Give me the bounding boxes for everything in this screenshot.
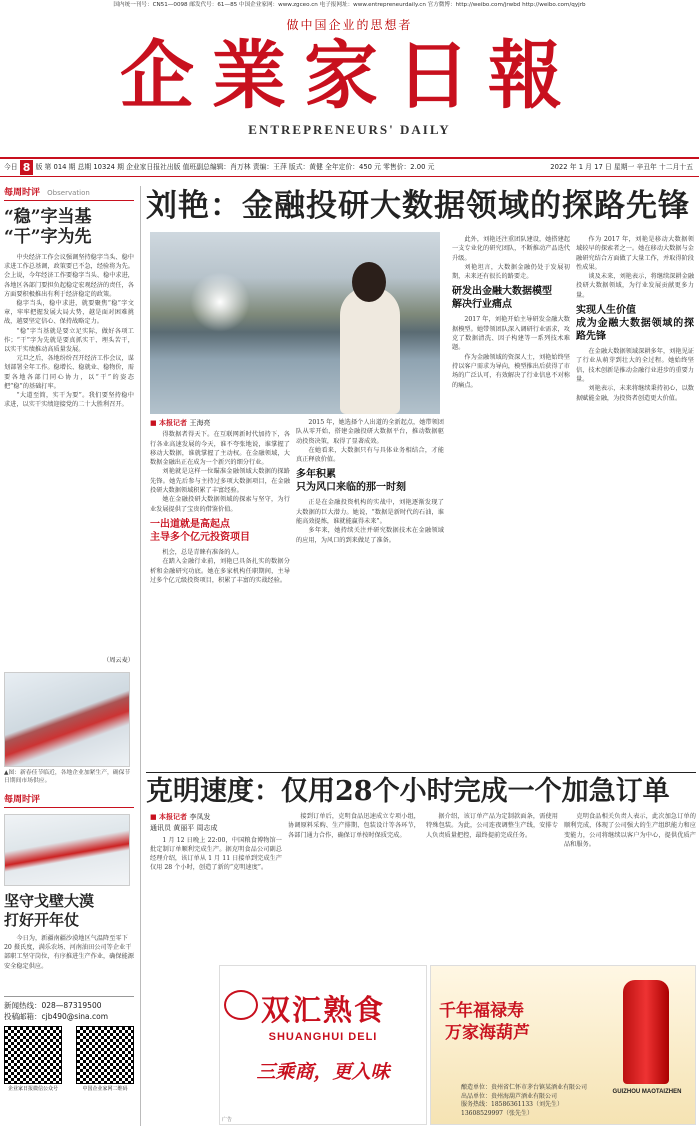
masthead-slogan: 做中国企业的思想者 [286,18,413,32]
qr-code-website[interactable] [76,1026,134,1084]
issue-info-left [4,159,434,176]
news-photo-workers[interactable] [4,672,130,767]
paragraph: 刘艳就是这样一位瞄准金融领域大数据的探路先锋。她先后参与主持过多项大数据项目，在金融投研大数据领域积累了丰富经验。 [150,468,290,495]
ad-liquor-brand: GUIZHOU MAOTAIZHEN [612,1089,682,1095]
byline-label: ■ 本报记者 [150,418,188,427]
section-header-english: Observation [47,189,90,197]
paragraph: 机会，总是青睐有准备的人。 [162,548,243,556]
qr-caption: 企业家日报微信公众号 [7,1086,58,1092]
section-header-2 [4,793,134,808]
qr-caption: 中国企业家网二维码 [82,1086,128,1092]
subheading [296,468,444,494]
main-story [146,186,696,226]
main-story-col-3 [452,235,570,765]
subheading-line-1: 一出道就是高起点 [150,518,230,530]
subheading [576,304,694,343]
issue-date: 2022 年 1 月 17 日 星期一 辛丑年 十二月十五 [550,163,693,171]
second-headline[interactable]: 克明速度：仅用28个小时完成一个加急订单 [146,776,670,807]
byline-label: ■ 本报记者 [150,812,188,821]
subheading-line-2: 只为风口来临的那一时刻 [296,482,406,494]
subheading-line-1: 实现人生价值 [576,305,636,317]
subheading [150,518,290,544]
paragraph: 作为 2017 年，刘艳是移动大数据领域较早的探索者之一。她在移动大数据与金融研究结合方面做了大量工作，并取得阶段性成果。 [576,236,694,271]
paragraph: 谈及未来，刘艳表示，将继续深耕金融投研大数据领域，为行业发展贡献更多力量。 [576,273,694,299]
paragraph: 在踏入金融行业前，刘艳已具备扎实的数据分析和金融研究功底。她在多家机构任职期间，主导过多个亿元级投资项目，积累了丰富的实战经验。 [150,558,290,584]
main-photo-portrait[interactable] [150,232,440,414]
ad-liquor-info-line: 13608529997（张先生） [461,1109,533,1117]
newspaper-logo-english: ENTREPRENEURS' DAILY [248,122,451,137]
news-hotline: 新闻热线：028—87319500 [4,1001,102,1010]
byline-name: 王海亮 [189,419,211,427]
paragraph: 此外，刘艳还注重团队建设，她搭建起一支专业化的研究团队，不断推动产品迭代升级。 [452,236,570,262]
photo-sun-glow [190,272,250,332]
qr-codes [4,1026,134,1092]
subheading [452,285,570,311]
photo-person-head [352,262,386,302]
shuanghui-logo-icon [224,990,258,1020]
commentary-body [4,253,134,653]
subheading-line-1: 研发出金融大数据模型 [452,286,552,298]
paragraph: 克明食品相关负责人表示，此次加急订单的顺利完成，体现了公司强大的生产组织能力和应变能力，公司将继续以客户为中心，提供优质产品和服务。 [564,813,696,848]
ad-shuanghui[interactable] [219,965,427,1125]
contact-info [4,996,134,1022]
paragraph: 多年来，她持续关注并研究数据技术在金融领域的应用，为风口的到来做足了准备。 [296,527,444,544]
paragraph: 她在金融投研大数据领域的探索与坚守，为行业发展提供了宝贵的借鉴价值。 [150,496,290,513]
paragraph: 稳字当头，稳中求进，就要聚焦“稳”字文章，牢牢把握发展大局大势，越是面对困难挑战，越要坚定信心、保持战略定力。 [4,300,134,326]
paragraph: 1 月 12 日晚上 22:00，中国粮食博物馆一批定制订单顺利完成生产。据克明食品公司副总经理介绍，该订单从 1 月 11 日接单到完成生产仅用 28 个小时，创造了新的“克明速度”。 [150,836,282,872]
ad-liquor-info-line: 出品单位：贵州海葫芦酒业有限公司 [461,1092,558,1100]
submission-email[interactable]: 投稿邮箱：cjb490@sina.com [4,1012,109,1021]
ad-shuanghui-english: SHUANGHUI DELI [268,1031,378,1043]
qr-code-wechat[interactable] [4,1026,62,1084]
masthead [0,10,699,155]
second-byline [150,812,282,822]
column-divider [140,186,141,1126]
ad-label: 广告 [222,1117,233,1123]
paragraph: 在她看来，大数据只有与具体业务相结合，才能真正释放价值。 [296,446,444,464]
main-story-col-4 [576,235,694,765]
newspaper-logo[interactable]: 企業家日報 [120,33,580,119]
ad-liquor-info-line: 服务热线：18586361133（刘先生） [461,1101,563,1108]
paragraph: 中央经济工作会议强调坚持稳字当头、稳中求进工作总基调，政策要已不急，经验将为先。会上说，今年经济工作要稳字当头、稳中求进，各地区各部门要担负起稳定宏观经济的责任，各方面要积极推出有利于经济稳定的政策。 [4,254,134,298]
paragraph: “稳”字当基就是要立足实际，做好各项工作；“干”字为先就是要真抓实干、埋头苦干，以实干实绩推动高质量发展。 [4,327,134,354]
commentary-source: （周云麦） [103,657,134,664]
second-byline-2: 通讯员 黄丽平 周志成 [150,824,218,833]
top-info-text: 国内统一刊号：CN51—0098 邮发代号：61—85 中国企业家网：www.zgceo.cn 电子报网址：www.entrepreneurdaily.cn 官方微博：http://weibo.com/jrwbd http://weibo.com/qyjrb [113,2,586,8]
paragraph: 刘艳表示，未来将继续秉持初心，以数据赋能金融，为投资者创造更大价值。 [576,385,694,402]
main-story-col-1 [150,418,290,768]
ad-liquor-title-1: 千年福禄寿 [439,1001,524,1021]
paragraph: 接到订单后，克明食品迅速成立专项小组，协调原料采购、生产排期、包装设计等各环节，各部门通力合作，确保订单按时保质完成。 [288,813,420,839]
ad-liquor-info [461,1084,587,1118]
top-info-bar [0,0,699,10]
subheading-line-2: 成为金融大数据领域的探路先锋 [576,318,694,343]
page-number[interactable]: 8 [20,160,34,175]
section-header-observation [4,186,134,201]
second-story-col-1 [150,812,282,962]
liquor-bottle-icon [623,980,669,1084]
photo-caption: ▲图：新春佳节临近，各地企业加紧生产，确保节日期间市场供应。 [4,770,131,784]
paragraph: 据介绍，该订单产品为定制款面条，需使用特殊包装。为此，公司连夜调整生产线，安排专人负责质量把控，最终提前完成任务。 [426,813,558,839]
paragraph: 元旦之后，各地纷纷召开经济工作会议，谋划部署全年工作。稳增长、稳就业、稳物价，需要各地各部门同心协力，以“干”的姿态把“稳”的基础打牢。 [4,355,134,390]
issue-details: 版 第 014 期 总期 10324 期 企业家日报社出版 值班副总编辑：肖万林 责编：王萍 版式：黄健 全年定价：450 元 零售价：2.00 元 [35,163,435,171]
ad-shuanghui-slogan: 三乘商，更入味 [256,1061,390,1083]
section-header-label: 每周时评 [4,795,41,805]
section-rule [146,772,696,773]
commentary-title[interactable]: “稳”字当基 “干”字为先 [4,207,92,247]
ad-liquor[interactable] [430,965,696,1125]
main-story-col-2 [296,418,444,768]
main-headline[interactable]: 刘艳：金融投研大数据领域的探路先锋 [146,188,690,224]
ad-liquor-title-2: 万家海葫芦 [445,1023,530,1043]
second-story-col-4 [564,812,696,962]
news-photo-desert[interactable] [4,814,130,886]
paragraph: 在金融大数据领域深耕多年，刘艳见证了行业从萌芽到壮大的全过程。她始终坚信，技术创新是推动金融行业进步的重要力量。 [576,348,694,383]
ad-shuanghui-title: 双汇熟食 [260,993,385,1027]
paragraph: 作为金融领域的资深人士，刘艳始终坚持以客户需求为导向，模型推出后获得了市场的广泛认可，有效解决了行业信息不对称的痛点。 [452,353,570,389]
side-story-title[interactable]: 坚守戈壁大漠 打好开年仗 [4,892,95,929]
photo-person-body [340,287,400,414]
left-column [4,186,134,1126]
subheading-line-1: 多年积累 [296,469,336,481]
subheading-line-2: 解决行业痛点 [452,299,512,311]
second-story-col-2 [288,812,420,962]
side-story-body: 今日为，新疆南疆沙漠地区气温降至零下 20 摄氏度，满乐农场、河南油田公司等企业干部职工坚守岗位，有序推进生产作业，确保能源安全稳定供应。 [4,935,134,970]
paragraph: 刘艳坦言，大数据金融仍处于发展初期，未来还有很长的路要走。 [452,263,570,281]
paragraph: 得数据者得天下。在互联网新时代加持下，各行各业高速发展的今天，谁不夸张地说，谁掌握了移动大数据，谁就掌握了主动权。在金融领域，大数据金融出正在成为一个新兴的细分行业。 [150,431,290,467]
main-byline [150,418,290,428]
issue-info-bar [0,157,699,177]
paragraph: 正是在金融投资机构的实战中，刘艳逐渐发现了大数据的巨大潜力。她说，“数据是新时代的石油，谁能高效提炼，谁就能赢得未来”。 [296,499,444,526]
paragraph: “大道至简，实干为要”。我们要坚持稳中求进，以实干实绩迎接党的二十大胜利召开。 [4,392,134,409]
paragraph: 2017 年，刘艳开始主导研发金融大数据模型。她带领团队深入调研行业需求，攻克了数据清洗、因子构建等一系列技术难题。 [452,316,570,352]
second-story-col-3 [426,812,558,962]
ad-liquor-info-line: 酿造单位：贵州省仁怀市茅台镇某酒业有限公司 [461,1084,588,1091]
paragraph: 2015 年，她选择个人出道的全新起点，她带领团队从零开始，搭建金融投研大数据平台，推动数据驱动投资决策，取得了显著成效。 [296,419,444,445]
byline-name: 李凤发 [189,813,211,821]
subheading-line-2: 主导多个亿元投资项目 [150,531,250,543]
today-label: 今日 [4,163,18,171]
section-header-label: 每周时评 [4,188,41,198]
